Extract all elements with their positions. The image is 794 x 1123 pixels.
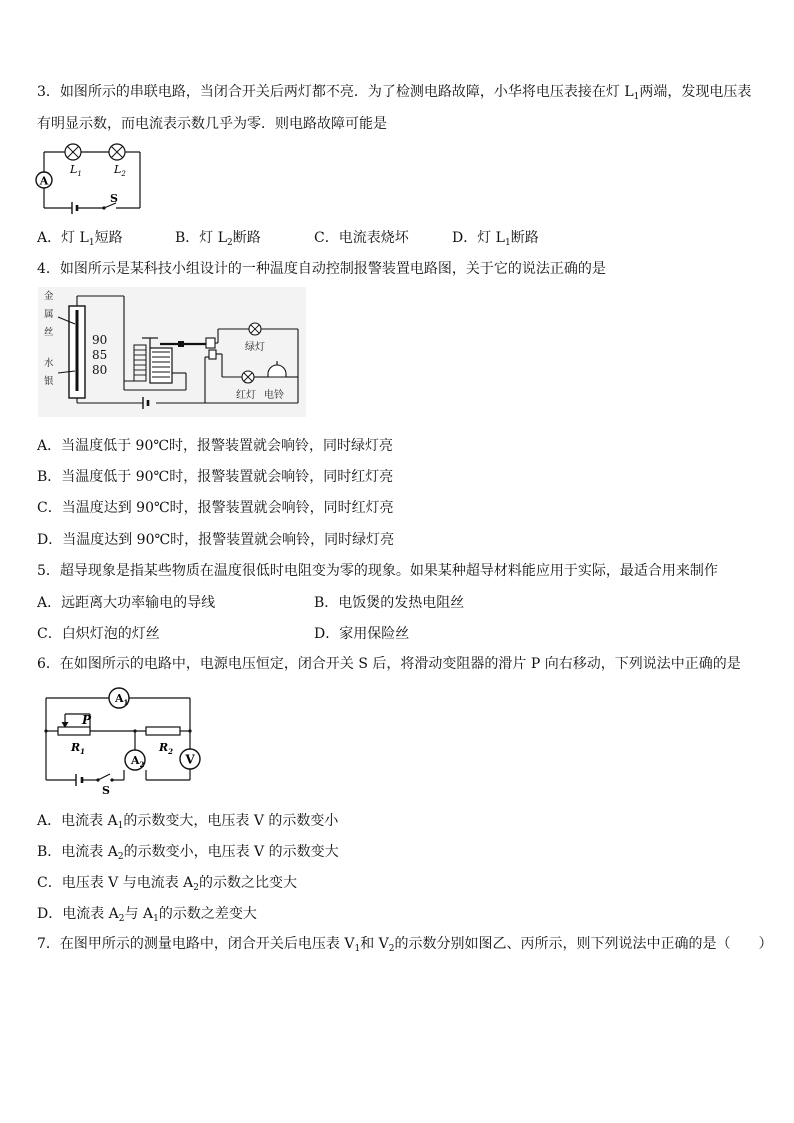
q4-red-lamp-icon [242,371,254,383]
q3-stem-sub: 1 [633,92,640,102]
q4-red-lamp-label: 红灯 [236,390,256,401]
q4-stem: 4．如图所示是某科技小组设计的一种温度自动控制报警装置电路图，关于它的说法正确的是 [37,261,606,277]
q3-stem-line2: 有明显示数，而电流表示数几乎为零．则电路故障可能是 [37,116,387,132]
q4-metal-char-3: 丝 [44,327,54,338]
q4-option-a: A．当温度低于 90℃时，报警装置就会响铃，同时绿灯亮 [37,438,394,454]
q4-scale-85: 85 [92,348,108,362]
q7-stem: 7．在图甲所示的测量电路中，闭合开关后电压表 $V_1$和 $V_2$的示数分别如图乙、丙所示，则下列说法中正确的是（ ） [37,936,773,954]
q3-lamp-l1-icon [65,144,81,160]
q4-green-lamp-icon [249,323,261,335]
q3-option-d: D．灯 $L_1$断路 [452,230,539,248]
q4-mercury-char-2: 银 [44,376,54,387]
q4-option-b: B．当温度低于 90℃时，报警装置就会响铃，同时红灯亮 [37,469,394,485]
q6-stem: 6．在如图所示的电路中，电源电压恒定，闭合开关 S 后，将滑动变阻器的滑片 P 向右移动，下列说法中正确的是 [37,656,741,672]
q6-s-label: S [102,784,110,796]
q6-a2-label: $A_2$ [131,754,145,769]
q4-metal-char-1: 金 [44,291,54,302]
q4-metal-char-2: 属 [44,309,54,320]
q3-stem-line1 [37,83,751,106]
q3-switch-label: S [110,192,118,205]
q4-alarm-circuit-figure [38,287,306,417]
q5-option-d: D．家用保险丝 [314,626,410,642]
q3-option-a: A．灯 $L_1$短路 [37,230,123,248]
q3-option-b: B．灯 $L_2$断路 [175,230,261,248]
q3-circuit-figure [30,140,160,218]
q4-bell-label: 电铃 [264,390,284,401]
q3-l1-label: $L_1$ [70,163,82,178]
q4-green-lamp-label: 绿灯 [245,342,265,353]
q3-ammeter-label: A [39,174,49,188]
q6-option-c: C．电压表 V 与电流表 $A_2$的示数之比变大 [37,875,298,893]
q3-lamp-l2-icon [109,144,125,160]
q6-option-b: B．电流表 $A_2$的示数变小，电压表 V 的示数变大 [37,844,339,862]
q6-v-label: V [185,752,195,767]
q5-option-c: C．白炽灯泡的灯丝 [37,626,160,642]
q4-mercury-char-1: 水 [44,358,54,369]
q4-option-c: C．当温度达到 90℃时，报警装置就会响铃，同时红灯亮 [37,500,394,516]
q3-stem-text-b: 两端，发现电压表 [639,84,752,100]
q4-scale-80: 80 [92,363,108,377]
q6-circuit-figure [38,684,210,796]
q6-option-d: D．电流表 $A_2$与 $A_1$的示数之差变大 [37,906,257,924]
q5-stem: 5．超导现象是指某些物质在温度很低时电阻变为零的现象。如果某种超导材料能应用于实际，最适合用来制作 [37,563,718,579]
q6-a1-label: $A_1$ [115,692,129,707]
q6-r2-label: $R_2$ [159,741,174,756]
q6-resistor-r2-icon [146,727,180,735]
q6-rheostat-r1-icon [58,727,90,735]
q6-r1-label: $R_1$ [71,741,86,756]
q6-p-label: P [82,713,92,727]
q4-scale-90: 90 [92,333,108,347]
q5-option-a: A．远距离大功率输电的导线 [37,595,216,611]
q6-option-a: A．电流表 $A_1$的示数变大，电压表 V 的示数变小 [37,813,339,831]
q3-stem-text-a: 3．如图所示的串联电路，当闭合开关后两灯都不亮．为了检测电路故障，小华将电压表接在灯 L [37,84,634,100]
q3-option-c: C．电流表烧坏 [314,230,409,246]
q5-option-b: B．电饭煲的发热电阻丝 [314,595,465,611]
q3-l2-label: $L_2$ [114,163,126,178]
q4-option-d: D．当温度达到 90℃时，报警装置就会响铃，同时绿灯亮 [37,532,395,548]
